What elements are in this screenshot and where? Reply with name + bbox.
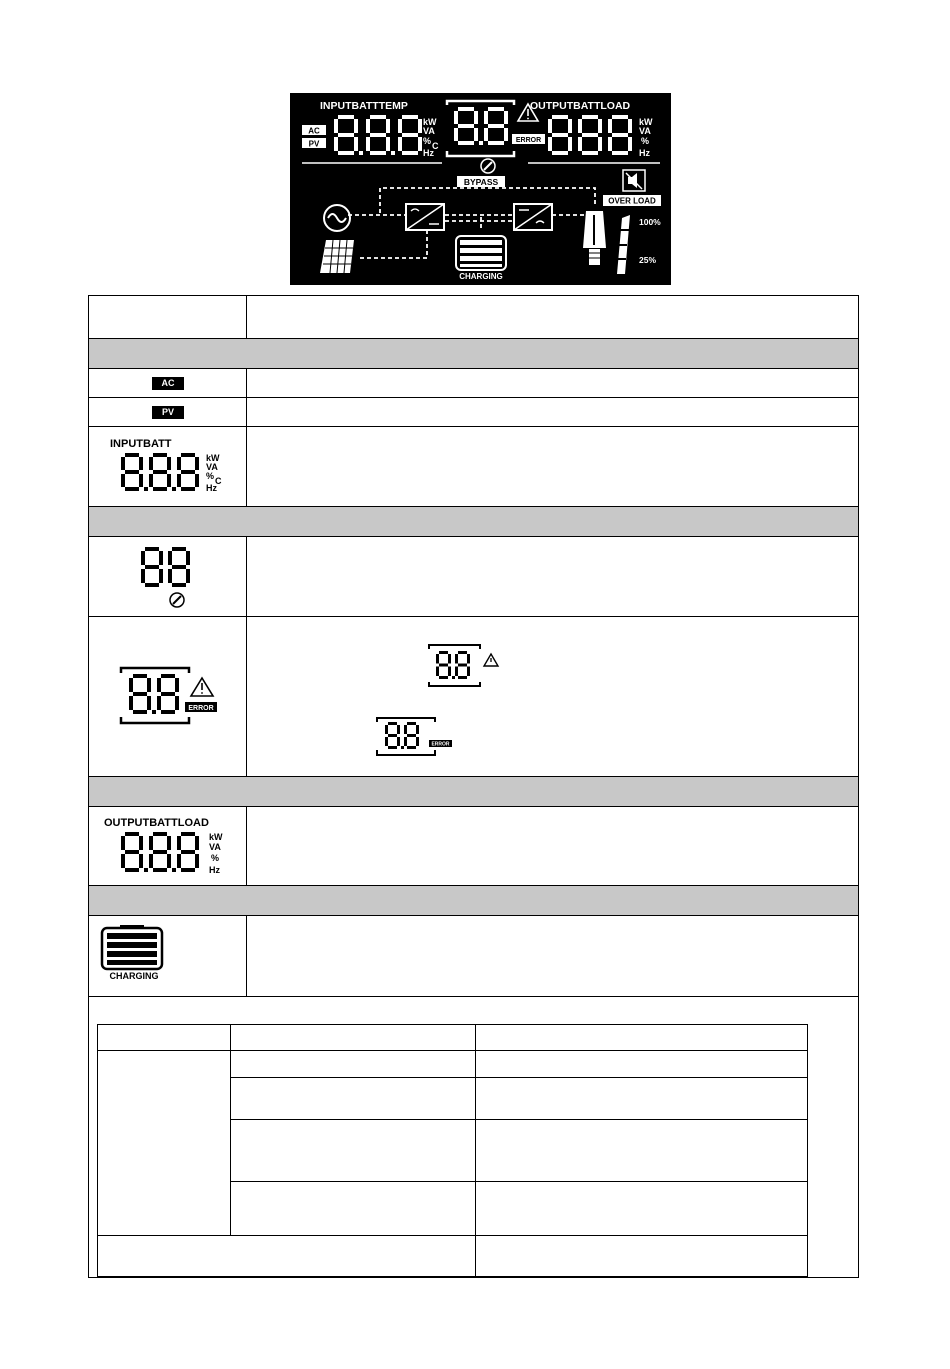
digit-segment (582, 115, 598, 119)
digit-segment (139, 457, 143, 470)
digit-segment (397, 725, 400, 734)
lcd-display (290, 93, 671, 285)
lcd-output-label: OUTPUTBATTLOAD (530, 100, 631, 112)
digit-segment (582, 151, 598, 155)
inner-table (97, 1024, 808, 1277)
battery-icon (102, 925, 162, 969)
digit-segment (139, 854, 143, 868)
digit-segment (145, 547, 159, 551)
digit-segment (147, 696, 151, 710)
digit-segment (439, 651, 448, 654)
digit-segment (177, 457, 181, 470)
digit-segment (334, 137, 338, 151)
digit-segment (334, 119, 338, 133)
section-bar (88, 338, 859, 368)
digit-segment (153, 470, 167, 474)
table-cell (247, 427, 858, 506)
digit-segment (153, 850, 167, 854)
digit-segment (404, 737, 407, 746)
section-bar (88, 506, 859, 536)
table-row (88, 616, 859, 776)
battery-icon (456, 236, 506, 270)
digit-segment (141, 551, 145, 565)
digit-dot (172, 868, 176, 872)
digit-segment (458, 651, 467, 654)
digit-segment (388, 734, 397, 737)
digit-segment (416, 737, 419, 746)
digit-segment (149, 474, 153, 487)
digit-segment (181, 453, 195, 457)
table-header-row (88, 295, 859, 338)
inverter-icon (514, 204, 552, 230)
lcd-ac-badge: AC (308, 126, 320, 136)
lcd-center-digits (454, 107, 508, 145)
digit-segment (125, 850, 139, 854)
solar-panel-icon (320, 240, 354, 273)
table-cell (247, 369, 858, 397)
digit-segment (458, 141, 474, 145)
digit-dot (359, 151, 363, 155)
lcd-out-unit-pct: % (641, 136, 650, 146)
digit-segment (177, 836, 181, 850)
inverter-icon (406, 204, 444, 230)
table-cell (89, 398, 247, 426)
pv-badge: PV (152, 406, 184, 419)
digit-segment (181, 470, 195, 474)
digit-segment (153, 832, 167, 836)
digit-segment (125, 453, 139, 457)
digit-segment (181, 868, 195, 872)
lcd-charging-label: CHARGING (459, 272, 503, 281)
digit-segment (448, 654, 451, 664)
digit-segment (407, 722, 416, 725)
digit-segment (121, 457, 125, 470)
digit-segment (153, 487, 167, 491)
digit-segment (458, 676, 467, 679)
error-badge: ERROR (188, 705, 214, 712)
digit-segment (195, 457, 199, 470)
digit-segment (484, 111, 488, 124)
digit-segment (455, 654, 458, 664)
table-cell (247, 296, 858, 338)
lcd-unit-c: C (432, 141, 439, 151)
digit-segment (167, 854, 171, 868)
input-icon-label: INPUTBATT (110, 438, 172, 450)
digit-segment (386, 137, 390, 151)
table-cell (89, 369, 247, 397)
digit-segment (195, 836, 199, 850)
digit-segment (402, 151, 418, 155)
lcd-bypass-label: BYPASS (463, 177, 499, 187)
digit-segment (161, 692, 175, 696)
digit-segment (436, 654, 439, 664)
digit-segment (386, 119, 390, 133)
unit-hz: Hz (209, 865, 220, 875)
digit-segment (167, 836, 171, 850)
lcd-overload-label: OVER LOAD (608, 196, 656, 206)
digit-segment (385, 737, 388, 746)
warning-icon (191, 678, 213, 696)
digit-segment (398, 119, 402, 133)
digit-segment (552, 115, 568, 119)
table-cell (89, 296, 247, 338)
digit-segment (467, 654, 470, 664)
lcd-output-digits (548, 115, 632, 155)
digit-segment (628, 119, 632, 133)
digit-segment (121, 854, 125, 868)
digit-segment (370, 151, 386, 155)
table-cell (89, 916, 247, 996)
unit-kw: kW (209, 832, 223, 842)
digit-segment (125, 470, 139, 474)
digit-segment (582, 133, 598, 137)
digit-segment (612, 115, 628, 119)
digit-segment (488, 107, 504, 111)
digit-segment (504, 128, 508, 141)
table-row (88, 806, 859, 885)
digit-segment (402, 115, 418, 119)
digit-segment (578, 137, 582, 151)
digit-segment (125, 487, 139, 491)
digit-segment (439, 676, 448, 679)
digit-segment (139, 474, 143, 487)
inner-table-container (88, 996, 859, 1278)
digit-segment (418, 119, 422, 133)
digit-segment (454, 128, 458, 141)
digit-segment (195, 474, 199, 487)
digit-segment (186, 551, 190, 565)
digit-segment (548, 119, 552, 133)
digit-segment (458, 664, 467, 667)
digit-segment (568, 119, 572, 133)
lcd-error-badge: ERROR (515, 137, 542, 144)
digit-segment (175, 696, 179, 710)
digit-segment (407, 734, 416, 737)
digit-segment (161, 710, 175, 714)
lcd-out-unit-va: VA (639, 126, 651, 136)
digit-segment (181, 832, 195, 836)
lcd-pv-badge: PV (308, 139, 320, 149)
digit-segment (139, 836, 143, 850)
digit-segment (484, 128, 488, 141)
digit-segment (458, 107, 474, 111)
lcd-load-low: 25% (639, 255, 657, 265)
digit-segment (157, 696, 161, 710)
digit-segment (612, 133, 628, 137)
unit-hz: Hz (206, 483, 217, 493)
wrench-icon (170, 593, 184, 607)
section-bar (88, 776, 859, 806)
table-cell (89, 427, 247, 506)
digit-segment (133, 674, 147, 678)
digit-segment (177, 854, 181, 868)
digit-segment (436, 667, 439, 677)
lcd-out-unit-kw: kW (639, 117, 653, 127)
table-row (88, 368, 859, 397)
lcd-unit-va: VA (423, 126, 435, 136)
digit-segment (366, 119, 370, 133)
digit-segment (398, 137, 402, 151)
unit-pct: % (211, 853, 220, 863)
digit-segment (608, 119, 612, 133)
digit-segment (454, 111, 458, 124)
digit-segment (149, 836, 153, 850)
warning-icon (484, 654, 498, 666)
digit-segment (153, 453, 167, 457)
unit-va: VA (209, 842, 221, 852)
digit-segment (552, 133, 568, 137)
unit-va: VA (206, 462, 218, 472)
digit-segment (338, 133, 354, 137)
lcd-out-unit-hz: Hz (639, 148, 650, 158)
digit-segment (455, 667, 458, 677)
wrench-icon (481, 159, 495, 173)
digit-segment (474, 128, 478, 141)
digit-segment (147, 678, 151, 692)
digit-dot (479, 141, 483, 145)
digit-segment (129, 696, 133, 710)
digit-segment (172, 583, 186, 587)
input-display-icon (89, 427, 246, 506)
unit-pct: % (206, 471, 215, 481)
digit-segment (404, 725, 407, 734)
table-row (88, 536, 859, 616)
digit-segment (133, 710, 147, 714)
digit-segment (149, 854, 153, 868)
digit-segment (448, 667, 451, 677)
digit-segment (161, 674, 175, 678)
digit-segment (125, 832, 139, 836)
error-badge-small: ERROR (431, 741, 450, 748)
digit-segment (504, 111, 508, 124)
digit-segment (181, 850, 195, 854)
digit-segment (474, 111, 478, 124)
digit-segment (133, 692, 147, 696)
digit-segment (172, 565, 186, 569)
digit-segment (388, 746, 397, 749)
digit-dot (172, 487, 176, 491)
digit-segment (608, 137, 612, 151)
digit-segment (467, 667, 470, 677)
output-display-icon (89, 807, 246, 885)
digit-segment (458, 124, 474, 128)
digit-segment (370, 133, 386, 137)
digit-segment (598, 137, 602, 151)
table-cell (89, 537, 247, 616)
digit-segment (416, 725, 419, 734)
digit-segment (439, 664, 448, 667)
digit-segment (338, 151, 354, 155)
digit-segment (186, 569, 190, 583)
digit-segment (141, 569, 145, 583)
digit-dot (152, 710, 156, 714)
output-icon-label: OUTPUTBATTLOAD (104, 817, 209, 829)
digit-segment (172, 547, 186, 551)
lcd-load-high: 100% (639, 217, 661, 227)
mute-icon (623, 170, 645, 191)
digit-segment (354, 137, 358, 151)
digit-segment (181, 487, 195, 491)
digit-segment (153, 868, 167, 872)
digit-segment (168, 569, 172, 583)
charging-battery-icon (89, 916, 246, 996)
digit-segment (129, 678, 133, 692)
digit-segment (407, 746, 416, 749)
lcd-input-label: INPUTBATTTEMP (320, 100, 408, 112)
load-bar-icon (617, 215, 630, 274)
digit-segment (338, 115, 354, 119)
lcd-unit-hz: Hz (423, 148, 434, 158)
digit-segment (612, 151, 628, 155)
section-bar (88, 885, 859, 915)
digit-segment (159, 569, 163, 583)
digit-segment (578, 119, 582, 133)
table-cell (247, 398, 858, 426)
table-cell (89, 807, 247, 885)
lcd-unit-kw: kW (423, 117, 437, 127)
digit-segment (488, 124, 504, 128)
table-cell (247, 807, 858, 885)
digit-dot (144, 868, 148, 872)
digit-segment (552, 151, 568, 155)
lcd-flow-lines (348, 188, 595, 258)
unit-c: C (215, 476, 222, 486)
digit-segment (125, 868, 139, 872)
digit-segment (167, 457, 171, 470)
digit-segment (145, 583, 159, 587)
charging-label: CHARGING (109, 971, 159, 981)
lcd-panel (290, 93, 671, 285)
digit-dot (401, 746, 404, 749)
digit-segment (121, 836, 125, 850)
digit-segment (366, 137, 370, 151)
digit-segment (488, 141, 504, 145)
digit-segment (159, 551, 163, 565)
digit-segment (418, 137, 422, 151)
digit-dot (452, 676, 455, 679)
digit-dot (391, 151, 395, 155)
digit-segment (388, 722, 397, 725)
digit-segment (177, 474, 181, 487)
unit-kw: kW (206, 453, 220, 463)
digit-segment (145, 565, 159, 569)
error-display-icon (89, 617, 246, 776)
digit-dot (144, 487, 148, 491)
setting-display-icon (89, 537, 246, 616)
ac-source-icon (324, 205, 350, 231)
digit-segment (121, 474, 125, 487)
digit-segment (598, 119, 602, 133)
table-cell (247, 537, 858, 616)
lcd-input-digits (334, 115, 422, 155)
digit-segment (402, 133, 418, 137)
table-cell (247, 916, 858, 996)
table-row (88, 397, 859, 426)
digit-segment (354, 119, 358, 133)
table-row (88, 426, 859, 506)
table-row (88, 915, 859, 996)
digit-segment (568, 137, 572, 151)
digit-segment (370, 115, 386, 119)
bulb-icon (583, 211, 606, 265)
digit-segment (175, 678, 179, 692)
digit-segment (167, 474, 171, 487)
table-cell (247, 617, 858, 776)
digit-segment (195, 854, 199, 868)
digit-segment (397, 737, 400, 746)
digit-segment (548, 137, 552, 151)
table-cell (89, 617, 247, 776)
digit-segment (168, 551, 172, 565)
digit-segment (149, 457, 153, 470)
digit-segment (157, 678, 161, 692)
digit-segment (385, 725, 388, 734)
lcd-unit-pct: % (423, 136, 432, 146)
ac-badge: AC (152, 377, 184, 390)
digit-segment (628, 137, 632, 151)
error-warning-examples (247, 617, 859, 776)
